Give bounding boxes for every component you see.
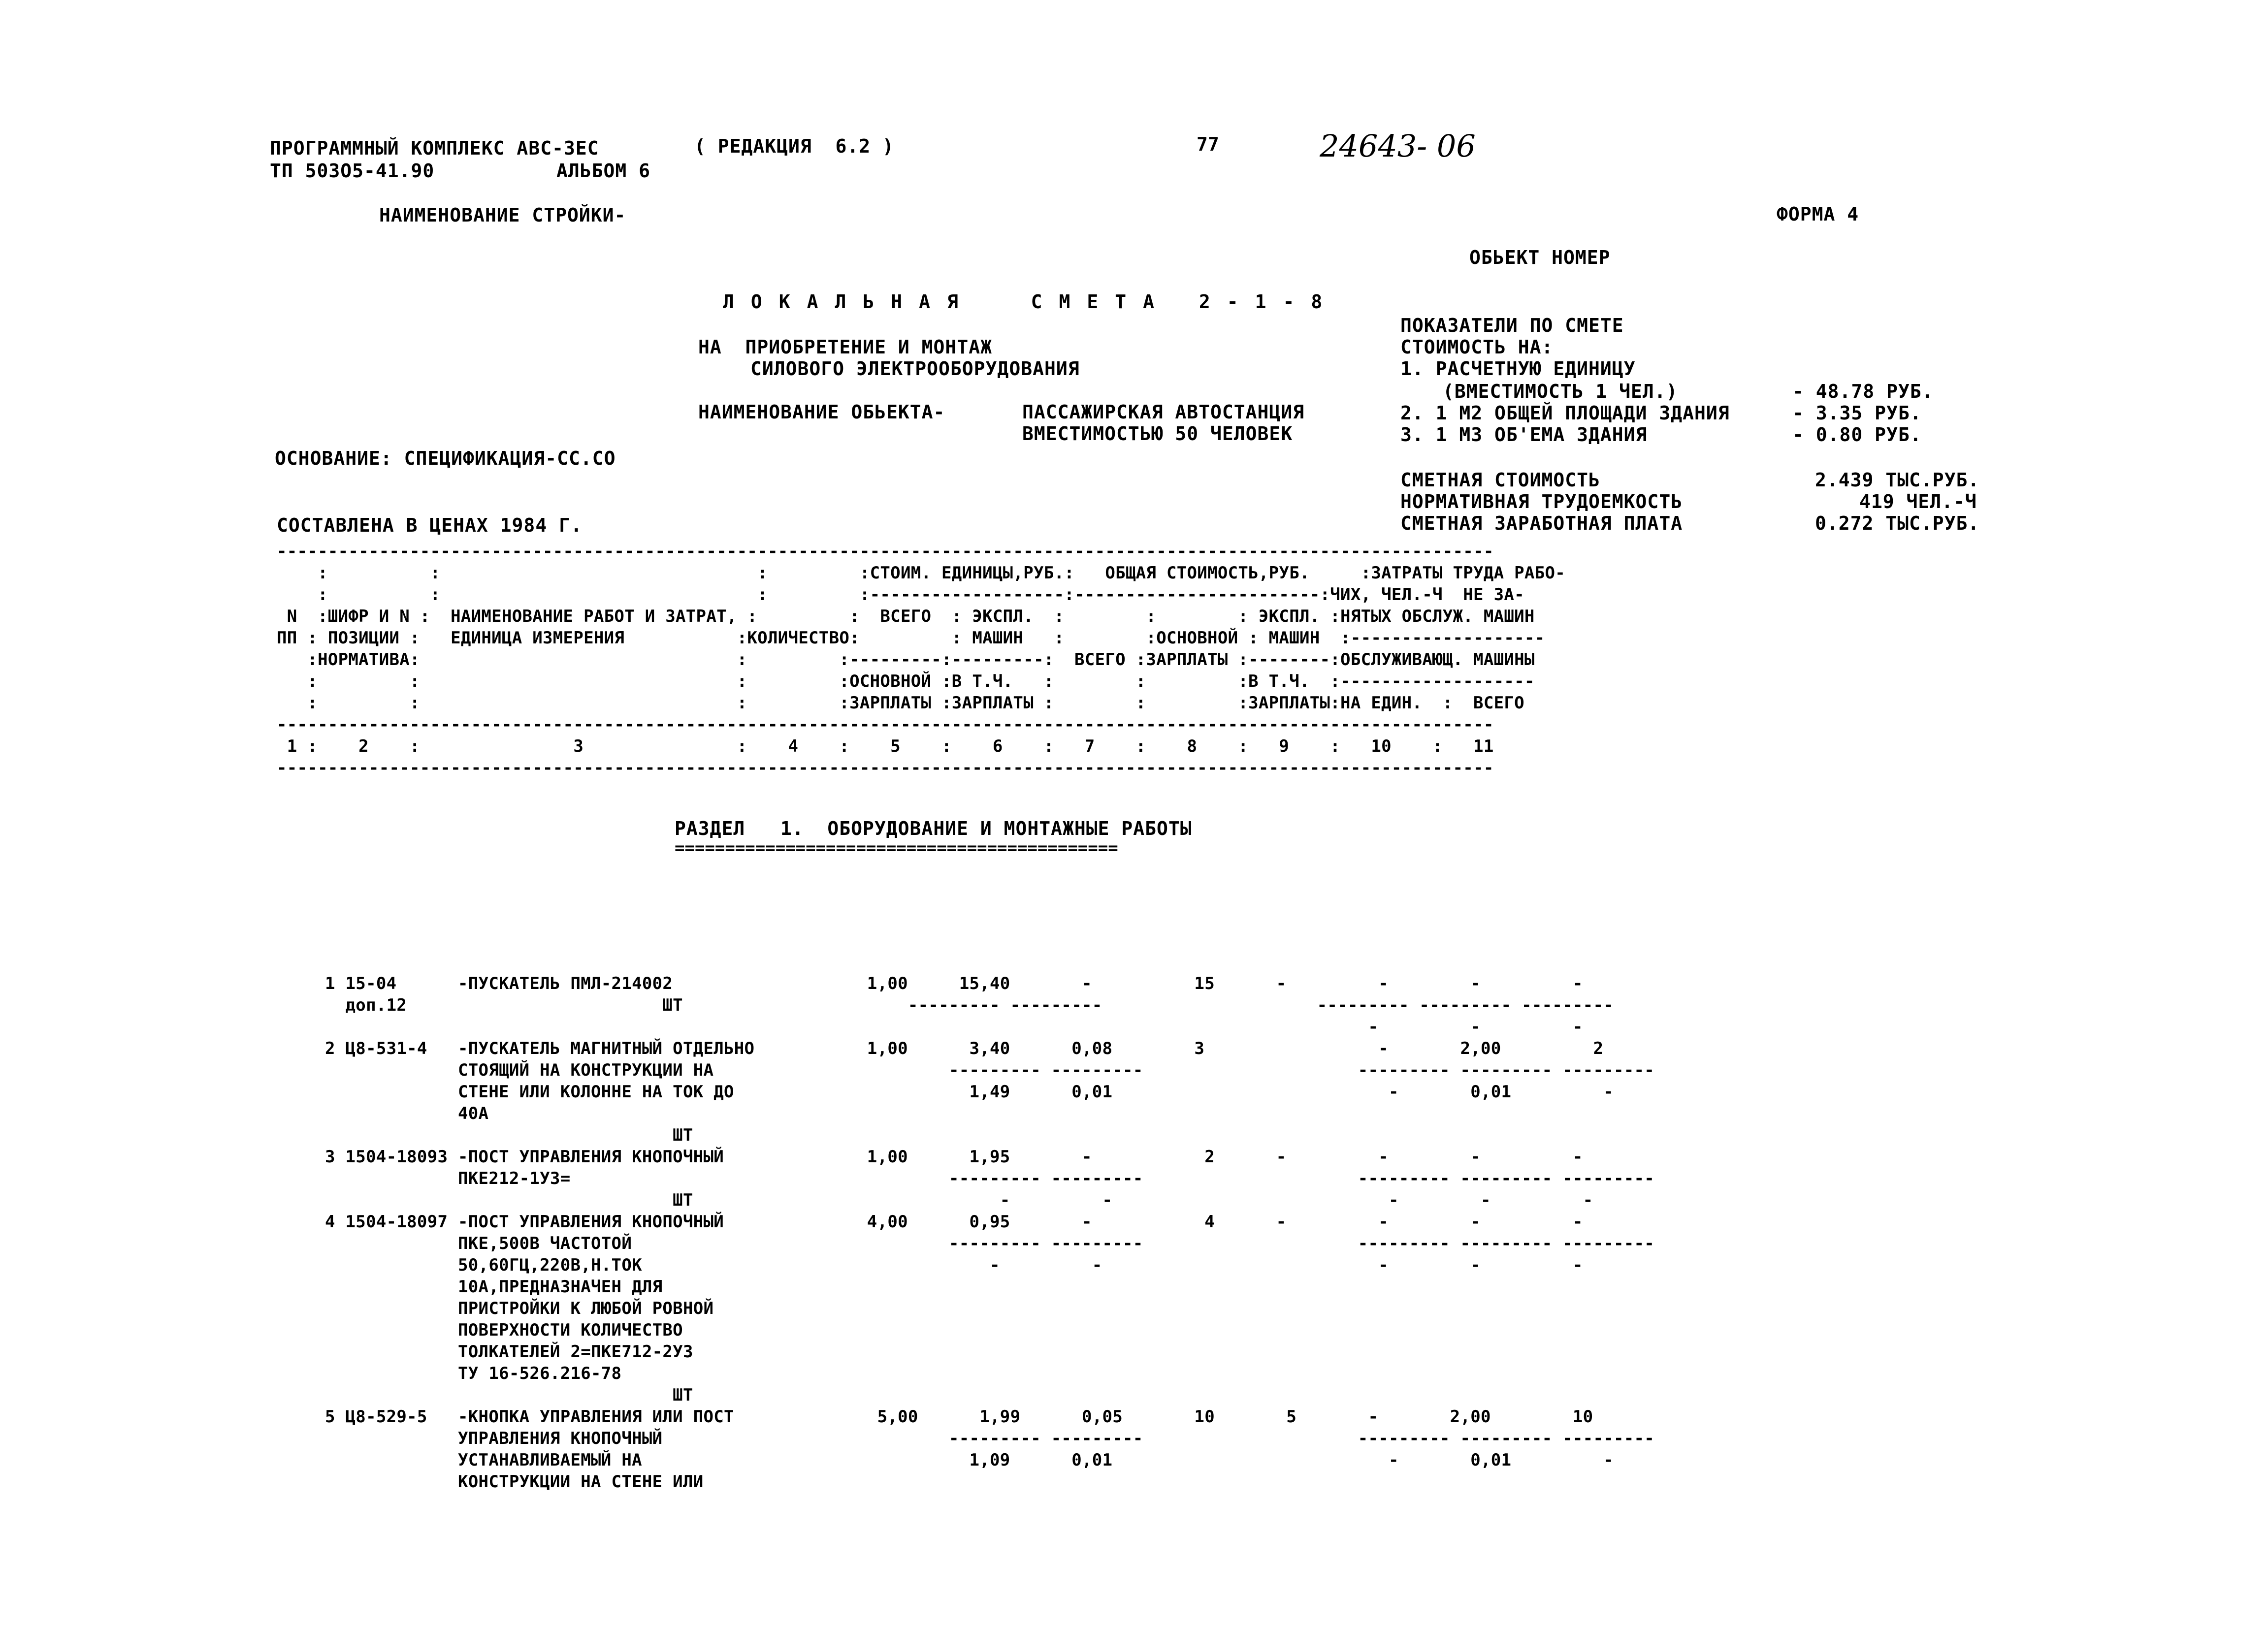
indicator-3-value: - 0.80 РУБ. — [1792, 424, 1922, 446]
wage-label: СМЕТНАЯ ЗАРАБОТНАЯ ПЛАТА — [1400, 512, 1683, 534]
table-row-line: 2 Ц8-531-4 -ПУСКАТЕЛЬ МАГНИТНЫЙ ОТДЕЛЬНО 1,00 3,40 0,08 3 - 2,00 2 — [325, 1039, 1604, 1058]
object-line2: ВМЕСТИМОСТЬЮ 50 ЧЕЛОВЕК — [1022, 423, 1293, 445]
table-row-line: ТОЛКАТЕЛЕЙ 2=ПКЕ712-2У3 — [325, 1342, 693, 1362]
table-row-line: ПКЕ212-1У3= --------- --------- --------- --------- --------- — [325, 1169, 1655, 1188]
table-row-line: УСТАНАВЛИВАЕМЫЙ НА 1,09 0,01 - 0,01 - — [325, 1450, 1614, 1470]
table-row — [325, 1146, 1654, 1211]
indicators-subtitle: СТОИМОСТЬ НА: — [1400, 336, 1554, 358]
section-underline: ============================================ — [675, 838, 1118, 858]
tp-number: ТП 503О5-41.90 — [270, 160, 435, 182]
table-row-line: 10А,ПРЕДНАЗНАЧЕН ДЛЯ — [325, 1277, 663, 1297]
prices-year: СОСТАВЛЕНА В ЦЕНАХ 1984 Г. — [277, 514, 583, 536]
table-header-line: 1 : 2 : 3 : 4 : 5 : 6 : 7 : 8 : 9 : 10 : 11 — [277, 736, 1494, 756]
doc-title: ЛОКАЛЬНАЯ СМЕТА 2-1-8 — [723, 291, 1339, 313]
table-header-line: N :ШИФР И N : НАИМЕНОВАНИЕ РАБОТ И ЗАТРАТ, : : ВСЕГО : ЭКСПЛ. : : : ЭКСПЛ. :НЯТЫХ ОБСЛУЖ. МАШИН — [277, 607, 1535, 626]
table-row-line: 3 1504-18093 -ПОСТ УПРАВЛЕНИЯ КНОПОЧНЫЙ 1,00 1,95 - 2 - - - - — [325, 1147, 1583, 1167]
construction-name: НАИМЕНОВАНИЕ СТРОЙКИ- — [379, 204, 626, 226]
table-header-line: : : : :СТОИМ. ЕДИНИЦЫ,РУБ.: ОБЩАЯ СТОИМОСТЬ,РУБ. :ЗАТРАТЫ ТРУДА РАБО- — [277, 563, 1565, 583]
table-row — [325, 1406, 1654, 1493]
table-row-line: КОНСТРУКЦИИ НА СТЕНЕ ИЛИ — [325, 1472, 704, 1492]
album: АЛЬБОМ 6 — [556, 160, 651, 182]
indicator-1-value: - 48.78 РУБ. — [1792, 381, 1934, 402]
object-number: ОБЬЕКТ НОМЕР — [1469, 247, 1611, 268]
object-label: НАИМЕНОВАНИЕ ОБЬЕКТА- — [698, 401, 945, 423]
object-line1: ПАССАЖИРСКАЯ АВТОСТАНЦИЯ — [1022, 401, 1305, 423]
table-row-line: ШТ — [325, 1385, 693, 1405]
table-row-line: 5 Ц8-529-5 -КНОПКА УПРАВЛЕНИЯ ИЛИ ПОСТ 5,00 1,99 0,05 10 5 - 2,00 10 — [325, 1407, 1593, 1427]
table-body — [325, 973, 1654, 1493]
indicator-2-label: 2. 1 М2 ОБЩЕЙ ПЛОЩАДИ ЗДАНИЯ — [1400, 402, 1730, 424]
table-row — [325, 1038, 1654, 1146]
form-label: ФОРМА 4 — [1777, 203, 1859, 225]
table-header-line: ----------------------------------------------------------------------------------------------------------------------- — [277, 758, 1494, 778]
table-header-line: : : : :-------------------:------------------------:ЧИХ, ЧЕЛ.-Ч НЕ ЗА- — [277, 585, 1524, 605]
table-row-line: СТОЯЩИЙ НА КОНСТРУКЦИИ НА --------- --------- --------- --------- --------- — [325, 1060, 1655, 1080]
handwritten-code: 24643- 06 — [1320, 128, 1476, 164]
table-row — [325, 1211, 1654, 1406]
indicator-2-value: - 3.35 РУБ. — [1792, 402, 1922, 424]
table-header-line: :НОРМАТИВА: : :---------:---------: ВСЕГО :ЗАРПЛАТЫ :--------:ОБСЛУЖИВАЮЩ. МАШИНЫ — [277, 650, 1535, 670]
labor-label: НОРМАТИВНАЯ ТРУДОЕМКОСТЬ — [1400, 491, 1683, 512]
purpose-line2: СИЛОВОГО ЭЛЕКТРООБОРУДОВАНИЯ — [750, 358, 1080, 380]
table-row-line: ПРИСТРОЙКИ К ЛЮБОЙ РОВНОЙ — [325, 1299, 714, 1318]
labor-value: 419 ЧЕЛ.-Ч — [1859, 491, 1977, 512]
indicator-1-label: 1. РАСЧЕТНУЮ ЕДИНИЦУ — [1400, 358, 1636, 380]
table-row-line: 4 1504-18097 -ПОСТ УПРАВЛЕНИЯ КНОПОЧНЫЙ 4,00 0,95 - 4 - - - - — [325, 1212, 1583, 1232]
table-row-line: 1 15-04 -ПУСКАТЕЛЬ ПМЛ-214002 1,00 15,40 - 15 - - - - — [325, 974, 1583, 993]
wage-value: 0.272 ТЫС.РУБ. — [1815, 512, 1980, 534]
table-header-line: ПП : ПОЗИЦИИ : ЕДИНИЦА ИЗМЕРЕНИЯ :КОЛИЧЕСТВО: : МАШИН : :ОСНОВНОЙ : МАШИН :------------------- — [277, 628, 1545, 648]
table-row-line: ПОВЕРХНОСТИ КОЛИЧЕСТВО — [325, 1320, 683, 1340]
table-row-line: СТЕНЕ ИЛИ КОЛОННЕ НА ТОК ДО 1,49 0,01 - 0,01 - — [325, 1082, 1614, 1102]
table-row-line: ШТ - - - - - — [325, 1190, 1593, 1210]
table-row — [325, 973, 1654, 1038]
basis: ОСНОВАНИЕ: СПЕЦИФИКАЦИЯ-СС.СО — [275, 447, 616, 469]
edition: ( РЕДАКЦИЯ 6.2 ) — [694, 135, 894, 157]
table-row-line: ТУ 16-526.216-78 — [325, 1364, 622, 1383]
table-header-line: : : : :ОСНОВНОЙ :В Т.Ч. : : :В Т.Ч. :------------------- — [277, 671, 1535, 691]
page-number: 77 — [1197, 133, 1219, 155]
indicator-1-sub: (ВМЕСТИМОСТЬ 1 ЧЕЛ.) — [1443, 381, 1678, 402]
table-row-line: - - - — [325, 1017, 1583, 1037]
estimated-cost-label: СМЕТНАЯ СТОИМОСТЬ — [1400, 469, 1600, 491]
purpose-line1: НА ПРИОБРЕТЕНИЕ И МОНТАЖ — [698, 336, 992, 358]
table-row-line: ШТ — [325, 1125, 693, 1145]
table-header-line: : : : :ЗАРПЛАТЫ :ЗАРПЛАТЫ : : :ЗАРПЛАТЫ:НА ЕДИН. : ВСЕГО — [277, 693, 1524, 713]
program-name: ПРОГРАММНЫЙ КОМПЛЕКС АВС-ЗЕС — [270, 137, 599, 159]
estimated-cost-value: 2.439 ТЫС.РУБ. — [1815, 469, 1980, 491]
table-row-line: 50,60ГЦ,220В,Н.ТОК - - - - - — [325, 1255, 1583, 1275]
table-row-line: 40А — [325, 1104, 489, 1123]
table-row-line: доп.12 ШТ --------- --------- --------- --------- --------- — [325, 995, 1614, 1015]
table-header-line: ----------------------------------------------------------------------------------------------------------------------- — [277, 542, 1494, 561]
table-row-line: ПКЕ,500В ЧАСТОТОЙ --------- --------- --------- --------- --------- — [325, 1234, 1655, 1253]
table-header — [277, 541, 1565, 779]
indicator-3-label: 3. 1 М3 ОБ'ЕМА ЗДАНИЯ — [1400, 424, 1648, 446]
table-row-line: УПРАВЛЕНИЯ КНОПОЧНЫЙ --------- --------- --------- --------- --------- — [325, 1429, 1655, 1448]
indicators-title: ПОКАЗАТЕЛИ ПО СМЕТЕ — [1400, 315, 1624, 336]
section-title: РАЗДЕЛ 1. ОБОРУДОВАНИЕ И МОНТАЖНЫЕ РАБОТЫ — [675, 818, 1192, 839]
table-header-line: ----------------------------------------------------------------------------------------------------------------------- — [277, 715, 1494, 735]
